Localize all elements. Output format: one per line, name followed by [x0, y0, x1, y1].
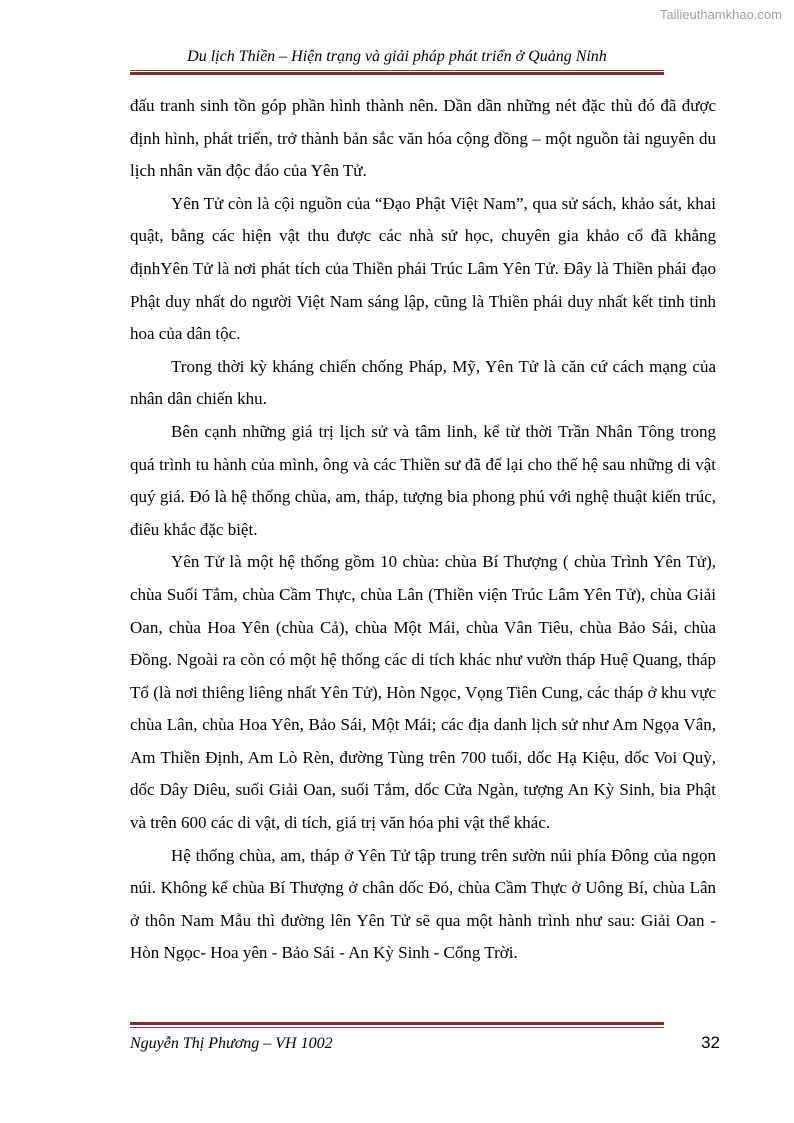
- paragraph: Yên Tử là một hệ thống gồm 10 chùa: chùa Bí Thượng ( chùa Trình Yên Tử), chùa Suối Tắm, chùa Cầm Thực, chùa Lân (Thiền viện Trúc Lâm Yên Tử), chùa Giải Oan, chùa Hoa Yên (chùa Cả), chùa Một Mái, chùa Vân Tiêu, chùa Bảo Sái, chùa Đồng. Ngoài ra còn có một hệ thống các di tích khác như vườn tháp Huệ Quang, tháp Tổ (là nơi thiêng liêng nhất Yên Tử), Hòn Ngọc, Vọng Tiên Cung, các tháp ở khu vực chùa Lân, chùa Hoa Yên, Bảo Sái, Một Mái; các địa danh lịch sử như Am Ngọa Vân, Am Thiền Định, Am Lò Rèn, đường Tùng trên 700 tuổi, dốc Hạ Kiệu, dốc Voi Quỳ, dốc Dây Diêu, suối Giải Oan, suối Tắm, dốc Cửa Ngàn, tượng An Kỳ Sinh, bia Phật và trên 600 các di vật, di tích, giá trị văn hóa phi vật thể khác.: [130, 552, 716, 833]
- paragraph: Trong thời kỳ kháng chiến chống Pháp, Mỹ, Yên Tử là căn cứ cách mạng của nhân dân chiến khu.: [130, 356, 716, 409]
- document-body: [130, 90, 716, 970]
- footer-divider-thick: [130, 1022, 664, 1025]
- header-divider-thin: [130, 70, 664, 71]
- paragraph: đấu tranh sinh tồn góp phần hình thành nên. Dần dần những nét đặc thù đó đã được định hình, phát triển, trở thành bản sắc văn hóa cộng đồng – một nguồn tài nguyên du lịch nhân văn độc đáo của Yên Tử.: [130, 96, 716, 181]
- watermark: Tailieuthamkhao.com: [659, 7, 782, 22]
- header-divider-thick: [130, 72, 664, 75]
- footer-author: Nguyễn Thị Phương – VH 1002: [130, 1035, 333, 1052]
- paragraph: Yên Tử còn là cội nguồn của “Đạo Phật Việt Nam”, qua sử sách, khảo sát, khai quật, bằng các hiện vật thu được các nhà sử học, chuyên gia khảo cổ đã khẳng địnhYên Tử là nơi phát tích của Thiền phái Trúc Lâm Yên Tử. Đây là Thiền phái đạo Phật duy nhất do người Việt Nam sáng lập, cũng là Thiền phái duy nhất kết tinh tinh hoa của dân tộc.: [130, 193, 716, 344]
- footer-divider-thin: [130, 1027, 664, 1028]
- paragraph: Hệ thống chùa, am, tháp ở Yên Tử tập trung trên sườn núi phía Đông của ngọn núi. Không kể chùa Bí Thượng ở chân dốc Đỏ, chùa Cầm Thực ở Uông Bí, chùa Lân ở thôn Nam Mẫu thì đường lên Yên Tử sẽ qua một hành trình như sau: Giải Oan - Hòn Ngọc- Hoa yên - Bảo Sái - An Kỳ Sinh - Cổng Trời.: [130, 845, 716, 963]
- paragraph: Bên cạnh những giá trị lịch sử và tâm linh, kể từ thời Trần Nhân Tông trong quá trình tu hành của mình, ông và các Thiền sư đã để lại cho thế hệ sau những di vật quý giá. Đó là hệ thống chùa, am, tháp, tượng bia phong phú với nghệ thuật kiến trúc, điêu khắc đặc biệt.: [130, 421, 716, 539]
- page-header-title: Du lịch Thiền – Hiện trạng và giải pháp phát triển ở Quảng Ninh: [187, 48, 607, 65]
- page-number: 32: [701, 1033, 720, 1052]
